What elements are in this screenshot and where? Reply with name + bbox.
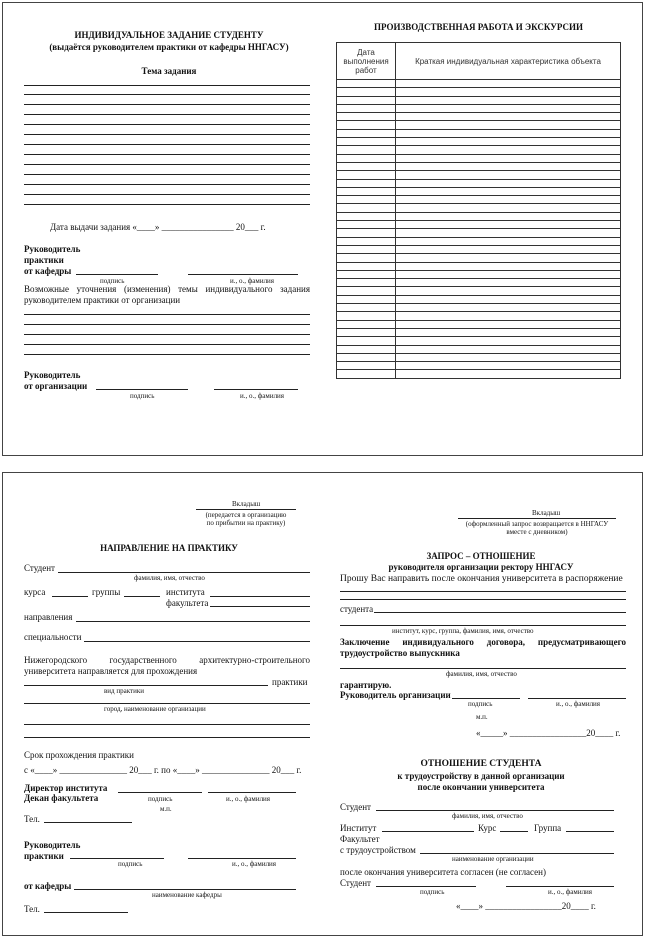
date-cell[interactable] — [337, 362, 396, 370]
relation-student-field[interactable] — [376, 810, 614, 811]
description-cell[interactable] — [396, 212, 621, 220]
date-cell[interactable] — [337, 270, 396, 278]
date-cell[interactable] — [337, 146, 396, 154]
table-row — [337, 353, 621, 361]
description-cell[interactable] — [396, 96, 621, 104]
date-cell[interactable] — [337, 179, 396, 187]
tear-off-note-2: по прибытии на практику) — [206, 519, 286, 527]
supervisor-signature-caption: подпись — [118, 860, 143, 868]
supervisor-label-3: от кафедры — [24, 266, 72, 276]
org-head-signature-line[interactable] — [452, 698, 520, 699]
table-row — [337, 328, 621, 336]
relation-title: ОТНОШЕНИЕ СТУДЕНТА — [420, 759, 542, 769]
relation-group-field[interactable] — [566, 831, 614, 832]
description-cell[interactable] — [396, 328, 621, 336]
description-cell[interactable] — [396, 312, 621, 320]
table-row — [337, 162, 621, 170]
period-line: с «____» _______________ 20___ г. по «____» _______________ 20___ г. — [24, 765, 302, 775]
student-name-caption: фамилия, имя, отчество — [134, 574, 205, 582]
description-cell[interactable] — [396, 304, 621, 312]
date-cell[interactable] — [337, 88, 396, 96]
org-field-2[interactable] — [340, 599, 626, 600]
org-head-initials-caption: и., о., фамилия — [556, 700, 601, 708]
specialty-field[interactable] — [84, 641, 310, 642]
org-head-label: Руководитель организации — [340, 690, 451, 700]
date-cell[interactable] — [337, 129, 396, 137]
city-field[interactable] — [24, 703, 310, 704]
description-cell[interactable] — [396, 337, 621, 345]
supervisor-label: Руководитель — [24, 840, 81, 850]
seal-label: м.п. — [160, 805, 172, 813]
guarantee-text: гарантирую. — [340, 680, 392, 690]
date-cell[interactable] — [337, 113, 396, 121]
table-row — [337, 113, 621, 121]
request-title: ЗАПРОС – ОТНОШЕНИЕ — [426, 551, 536, 561]
direction-label: направления — [24, 612, 73, 622]
table-row — [337, 295, 621, 303]
description-cell[interactable] — [396, 262, 621, 270]
date-cell[interactable] — [337, 287, 396, 295]
org-head-signature-caption: подпись — [468, 700, 493, 708]
clarification-line[interactable] — [24, 334, 310, 335]
supervisor-signature-line[interactable] — [70, 858, 164, 859]
topic-line[interactable] — [24, 124, 310, 125]
graduate-name-caption: фамилия, имя, отчество — [446, 670, 517, 678]
date-cell[interactable] — [337, 204, 396, 212]
description-cell[interactable] — [396, 237, 621, 245]
description-cell[interactable] — [396, 187, 621, 195]
student-request-field-2[interactable] — [340, 625, 626, 626]
practice-type-caption: вид практики — [104, 687, 144, 695]
contract-line-2: трудоустройство выпускника — [340, 648, 460, 658]
relation-institute-field[interactable] — [382, 831, 474, 832]
relation-student-initials-line[interactable] — [506, 886, 614, 887]
org-signature-line[interactable] — [96, 389, 188, 390]
course-label: курса — [24, 587, 46, 597]
date-cell[interactable] — [337, 221, 396, 229]
request-seal: м.п. — [476, 713, 488, 721]
department-field[interactable] — [74, 889, 296, 890]
specialty-label: специальности — [24, 632, 82, 642]
clarification-line[interactable] — [24, 324, 310, 325]
clarification-text: Возможные уточнения (изменения) темы индивидуального задания руководителем практики от организации — [24, 284, 310, 305]
date-cell[interactable] — [337, 245, 396, 253]
department-caption: наименование кафедры — [152, 891, 222, 899]
supervisor-label-2: практики — [24, 255, 64, 265]
col-date-header: Дата выполнения работ — [337, 43, 396, 80]
date-cell[interactable] — [337, 295, 396, 303]
supervisor-phone-label: Тел. — [24, 904, 40, 914]
table-row — [337, 104, 621, 112]
date-cell[interactable] — [337, 345, 396, 353]
relation-employment-label: с трудоустройством — [340, 845, 416, 855]
university-line-1: Нижегородского государственного архитектурно-строительного — [24, 655, 310, 665]
table-row — [337, 187, 621, 195]
faculty-field[interactable] — [210, 606, 310, 607]
phone-field[interactable] — [44, 822, 132, 823]
table-row — [337, 154, 621, 162]
relation-student-label: Студент — [340, 802, 371, 812]
table-row — [337, 204, 621, 212]
date-cell[interactable] — [337, 80, 396, 88]
table-row — [337, 320, 621, 328]
relation-org-field[interactable] — [420, 853, 614, 854]
table-row — [337, 88, 621, 96]
org-supervisor-label-1: Руководитель — [24, 370, 81, 380]
date-cell[interactable] — [337, 96, 396, 104]
description-cell[interactable] — [396, 229, 621, 237]
institute-field[interactable] — [210, 596, 310, 597]
date-cell[interactable] — [337, 229, 396, 237]
practice-word: практики — [272, 677, 308, 687]
right-tear-off-line — [458, 518, 616, 519]
graduate-name-field[interactable] — [340, 668, 626, 669]
org-signature-caption: подпись — [130, 392, 155, 400]
date-cell[interactable] — [337, 254, 396, 262]
clarification-line[interactable] — [24, 314, 310, 315]
org-head-initials-line[interactable] — [528, 698, 626, 699]
topic-line[interactable] — [24, 194, 310, 195]
description-cell[interactable] — [396, 270, 621, 278]
table-row — [337, 96, 621, 104]
topic-line[interactable] — [24, 85, 310, 86]
date-cell[interactable] — [337, 121, 396, 129]
topic-label: Тема задания — [141, 66, 197, 76]
supervisor-label-1: Руководитель — [24, 244, 81, 254]
table-row — [337, 337, 621, 345]
table-row — [337, 121, 621, 129]
date-cell[interactable] — [337, 304, 396, 312]
org-initials-caption: и., о., фамилия — [240, 392, 285, 400]
table-row — [337, 146, 621, 154]
student-label: Студент — [24, 563, 55, 573]
table-row — [337, 262, 621, 270]
dept-initials-line[interactable] — [188, 274, 298, 275]
description-cell[interactable] — [396, 353, 621, 361]
date-cell[interactable] — [337, 187, 396, 195]
org-supervisor-label-2: от организации — [24, 381, 88, 391]
relation-signature-caption: подпись — [420, 888, 445, 896]
topic-line[interactable] — [24, 104, 310, 105]
relation-institute-label: Институт — [340, 823, 377, 833]
date-cell[interactable] — [337, 138, 396, 146]
description-cell[interactable] — [396, 254, 621, 262]
student-request-caption: институт, курс, группа, фамилия, имя, отчество — [392, 627, 534, 635]
dean-label: Декан факультета — [24, 793, 99, 803]
table-row — [337, 171, 621, 179]
relation-student-signature-line[interactable] — [376, 886, 476, 887]
description-cell[interactable] — [396, 245, 621, 253]
clarification-line[interactable] — [24, 344, 310, 345]
period-label: Срок прохождения практики — [24, 750, 134, 760]
topic-line[interactable] — [24, 164, 310, 165]
table-row — [337, 345, 621, 353]
relation-subtitle-2: после окончании университета — [417, 782, 545, 792]
description-cell[interactable] — [396, 196, 621, 204]
supervisor-practice-label: практики — [24, 851, 64, 861]
description-cell[interactable] — [396, 370, 621, 378]
description-cell[interactable] — [396, 204, 621, 212]
group-label: группы — [92, 587, 121, 597]
description-cell[interactable] — [396, 104, 621, 112]
director-initials-caption: и., о., фамилия — [226, 795, 271, 803]
relation-group-label: Группа — [534, 823, 562, 833]
table-row — [337, 362, 621, 370]
director-label: Директор института — [24, 783, 108, 793]
practice-type-field[interactable] — [24, 685, 268, 686]
right-tear-off-note-1: (оформленный запрос возвращается в ННГАСУ — [465, 520, 609, 528]
topic-line[interactable] — [24, 154, 310, 155]
dept-signature-line[interactable] — [76, 274, 158, 275]
supervisor-initials-caption: и., о., фамилия — [232, 860, 277, 868]
date-cell[interactable] — [337, 104, 396, 112]
request-text: Прошу Вас направить после окончания университета в распоряжение — [340, 574, 623, 584]
course-field[interactable] — [52, 596, 88, 597]
after-graduation-text: после окончания университета согласен (не согласен) — [340, 867, 546, 877]
col-description-header: Краткая индивидуальная характеристика объекта — [396, 43, 621, 80]
table-row — [337, 245, 621, 253]
director-signature-line[interactable] — [118, 792, 202, 793]
description-cell[interactable] — [396, 171, 621, 179]
bottom-page-frame — [2, 472, 643, 936]
table-row — [337, 221, 621, 229]
table-row — [337, 229, 621, 237]
contract-line-1: Заключение индивидуального договора, предусматривающего — [340, 637, 626, 647]
director-signature-caption: подпись — [148, 795, 173, 803]
table-row — [337, 270, 621, 278]
relation-fio-caption: фамилия, имя, отчество — [452, 812, 523, 820]
date-cell[interactable] — [337, 320, 396, 328]
phone-label: Тел. — [24, 814, 40, 824]
group-field[interactable] — [124, 596, 160, 597]
extra-line-2[interactable] — [24, 737, 310, 738]
description-cell[interactable] — [396, 295, 621, 303]
table-row — [337, 254, 621, 262]
topic-line[interactable] — [24, 134, 310, 135]
relation-faculty-label: Факультет — [340, 834, 380, 844]
city-caption: город, наименование организации — [104, 705, 206, 713]
referral-title: НАПРАВЛЕНИЕ НА ПРАКТИКУ — [100, 543, 238, 553]
date-cell[interactable] — [337, 237, 396, 245]
description-cell[interactable] — [396, 345, 621, 353]
student-field[interactable] — [58, 572, 310, 573]
date-cell[interactable] — [337, 312, 396, 320]
faculty-label: факультета — [166, 598, 209, 608]
relation-org-caption: наименование организации — [452, 855, 534, 863]
date-cell[interactable] — [337, 162, 396, 170]
request-date: «_____» _________________20____ г. — [476, 728, 621, 738]
topic-line[interactable] — [24, 144, 310, 145]
table-row — [337, 138, 621, 146]
org-field-1[interactable] — [340, 591, 626, 592]
production-table-body — [337, 80, 621, 379]
table-row — [337, 279, 621, 287]
date-cell[interactable] — [337, 353, 396, 361]
relation-subtitle-1: к трудоустройству в данной организации — [397, 771, 565, 781]
description-cell[interactable] — [396, 221, 621, 229]
production-title: ПРОИЗВОДСТВЕННАЯ РАБОТА И ЭКСКУРСИИ — [374, 22, 583, 32]
relation-course-field[interactable] — [500, 831, 528, 832]
description-cell[interactable] — [396, 88, 621, 96]
tear-off-label: Вкладыш — [232, 500, 261, 508]
topic-line[interactable] — [24, 204, 310, 205]
student-request-label: студента — [340, 604, 374, 614]
date-cell[interactable] — [337, 279, 396, 287]
table-row — [337, 237, 621, 245]
description-cell[interactable] — [396, 154, 621, 162]
request-subtitle: руководителя организации ректору ННГАСУ — [388, 562, 574, 572]
direction-field[interactable] — [76, 621, 310, 622]
date-cell[interactable] — [337, 154, 396, 162]
supervisor-phone-field[interactable] — [44, 912, 128, 913]
table-row — [337, 312, 621, 320]
right-tear-off-note-2: вместе с дневником) — [506, 528, 568, 536]
org-initials-line[interactable] — [214, 389, 298, 390]
initials-caption: и., о., фамилия — [230, 277, 275, 285]
department-label: от кафедры — [24, 881, 72, 891]
description-cell[interactable] — [396, 146, 621, 154]
right-tear-off-label: Вкладыш — [532, 509, 561, 517]
table-row — [337, 287, 621, 295]
description-cell[interactable] — [396, 113, 621, 121]
relation-course-label: Курс — [478, 823, 497, 833]
description-cell[interactable] — [396, 279, 621, 287]
description-cell[interactable] — [396, 138, 621, 146]
relation-date: «____» _________________20____ г. — [456, 901, 596, 911]
topic-line[interactable] — [24, 114, 310, 115]
table-row — [337, 80, 621, 88]
description-cell[interactable] — [396, 129, 621, 137]
table-header-row — [337, 43, 621, 80]
tear-off-note-1: (передается в организацию — [205, 511, 287, 519]
topic-line[interactable] — [24, 94, 310, 95]
table-row — [337, 129, 621, 137]
student-request-field[interactable] — [374, 612, 626, 613]
description-cell[interactable] — [396, 179, 621, 187]
date-cell[interactable] — [337, 370, 396, 378]
issue-date-line: Дата выдачи задания «____» ________________ 20___ г. — [50, 222, 266, 232]
table-row — [337, 304, 621, 312]
production-table — [336, 42, 621, 379]
description-cell[interactable] — [396, 121, 621, 129]
extra-line-1[interactable] — [24, 724, 310, 725]
director-initials-line[interactable] — [208, 792, 296, 793]
description-cell[interactable] — [396, 362, 621, 370]
date-cell[interactable] — [337, 212, 396, 220]
topic-line[interactable] — [24, 184, 310, 185]
assignment-subtitle: (выдаётся руководителем практики от кафедры ННГАСУ) — [49, 42, 289, 52]
date-cell[interactable] — [337, 262, 396, 270]
assignment-title: ИНДИВИДУАЛЬНОЕ ЗАДАНИЕ СТУДЕНТУ — [74, 30, 264, 40]
table-row — [337, 212, 621, 220]
description-cell[interactable] — [396, 287, 621, 295]
relation-student-sign-label: Студент — [340, 878, 371, 888]
institute-label: института — [166, 587, 205, 597]
description-cell[interactable] — [396, 320, 621, 328]
description-cell[interactable] — [396, 162, 621, 170]
description-cell[interactable] — [396, 80, 621, 88]
date-cell[interactable] — [337, 196, 396, 204]
supervisor-initials-line[interactable] — [188, 858, 296, 859]
relation-initials-caption: и., о., фамилия — [548, 888, 593, 896]
signature-caption: подпись — [100, 277, 125, 285]
topic-line[interactable] — [24, 174, 310, 175]
table-row — [337, 370, 621, 378]
date-cell[interactable] — [337, 337, 396, 345]
tear-off-line — [196, 509, 296, 510]
date-cell[interactable] — [337, 328, 396, 336]
clarification-line[interactable] — [24, 354, 310, 355]
table-row — [337, 196, 621, 204]
table-row — [337, 179, 621, 187]
date-cell[interactable] — [337, 171, 396, 179]
university-line-2: университета направляется для прохождения — [24, 666, 198, 676]
